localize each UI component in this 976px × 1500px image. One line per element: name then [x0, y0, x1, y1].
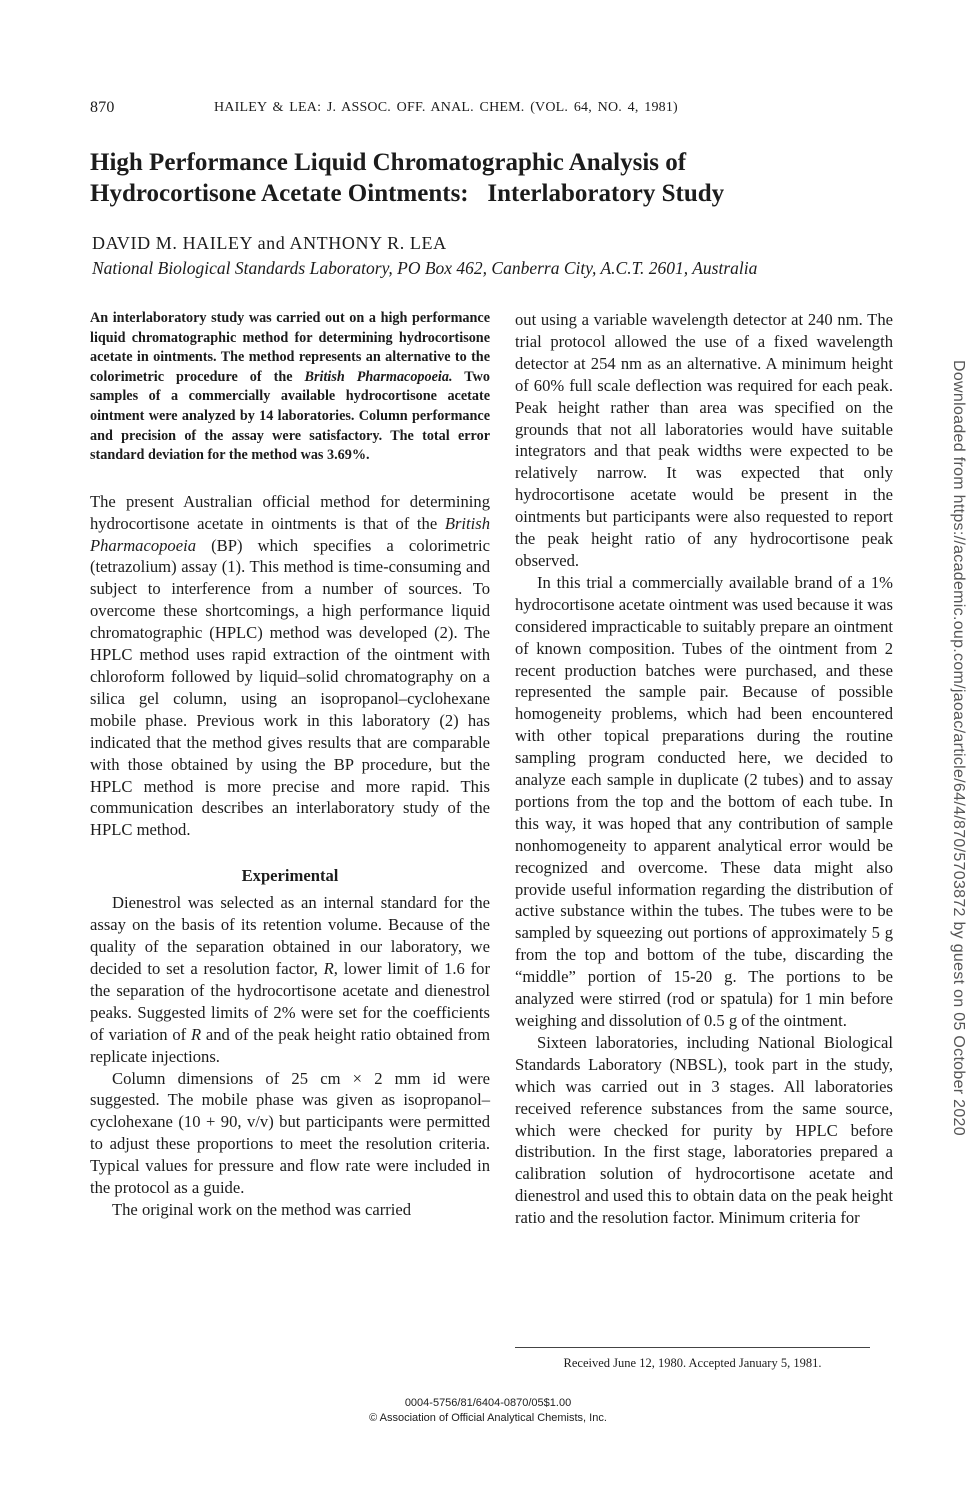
right-paragraph-2: In this trial a commercially available brand of a 1% hydrocortisone acetate ointment was used because it was considered impracticable to suitably prepare an ointment of known composition. Tubes of the ointment from 2 recent production batches were purchased, and these represented the sample pair. Because of possible homogeneity problems, which had been encountered with other topical preparations during the routine sampling program conducted here, we decided to analyze each sample in duplicate (2 tubes) and to assay portions from the top and the bottom of each tube. In this way, it was hoped that any contribution of sample nonhomogeneity to apparent analytical error would be recognized and overcome. These data might also provide useful information regarding the distribution of active substance within the tubes. The tubes were to be sampled by squeezing out portions of approximately 5 g from the top and bottom of the tube, discarding the “middle” portion of 15-20 g. The portions to be analyzed were stirred (rod or spatula) for 1 min before weighing and dissolution of 0.5 g of the ointment. [515, 572, 893, 1030]
title-line-1: High Performance Liquid Chromatographic Analysis of [90, 149, 687, 176]
experimental-paragraph-3: The original work on the method was carried [112, 1199, 412, 1219]
footer-code: 0004-5756/81/6404-0870/05$1.00 [404, 1397, 572, 1409]
experimental-paragraph-1: Dienestrol was selected as an internal standard for the assay on the basis of its retention volume. Because of the quality of the separation obtained in our laboratory, we decided to set a resolution factor, R, lower limit of 1.6 for the separation of the hydrocortisone acetate and dienestrol peaks. Suggested limits of 2% were set for the coefficients of variation of R and of the peak height ratio obtained from replicate injections. [90, 893, 490, 1066]
right-column [515, 309, 893, 1229]
left-column [90, 309, 490, 1221]
journal-citation: HAILEY & LEA: J. ASSOC. OFF. ANAL. CHEM. (VOL. 64, NO. 4, 1981) [214, 100, 678, 115]
footer [0, 1396, 976, 1426]
right-paragraph-3: Sixteen laboratories, including National Biological Standards Laboratory (NBSL), took part in the study, which was carried out in 3 stages. All laboratories received reference substances from the same source, which were checked for purity by HPLC before distribution. In the first stage, laboratories prepared a calibration solution of hydrocortisone acetate and dienestrol and used this to obtain data on the peak height ratio and the resolution factor. Minimum criteria for [515, 1032, 893, 1228]
article-title [90, 147, 830, 209]
received-note: Received June 12, 1980. Accepted January 5, 1981. [515, 1347, 870, 1371]
right-paragraph-1: out using a variable wavelength detector at 240 nm. The trial protocol allowed the use of a fixed wavelength detector at 254 nm as an alternative. A minimum height of 60% full scale deflection was required for each peak. Peak height rather than area was specified on the grounds that not all laboratories would have suitable integrators and that peak widths were expected to be relatively narrow. It was expected that only hydrocortisone acetate would be present in the ointments but participants were also requested to report the peak height ratio of any hydrocortisone peak observed. [515, 310, 893, 570]
affiliation: National Biological Standards Laboratory, PO Box 462, Canberra City, A.C.T. 2601, Australia [92, 258, 758, 278]
experimental-paragraph-2: Column dimensions of 25 cm × 2 mm id were suggested. The mobile phase was given as isopropanol–cyclohexane (10 + 90, v/v) but participants were permitted to adjust these proportions to meet the resolution criteria. Typical values for pressure and flow rate were included in the protocol as a guide. [90, 1068, 490, 1198]
footer-copyright: © Association of Official Analytical Chemists, Inc. [369, 1412, 607, 1424]
title-line-2: Hydrocortisone Acetate Ointments: Interlaboratory Study [90, 180, 725, 207]
abstract: An interlaboratory study was carried out on a high performance liquid chromatographic method for determining hydrocortisone acetate in ointments. The method represents an alternative to the colorimetric procedure of the British Pharmacopoeia. Two samples of a commercially available hydrocortisone acetate ointment were analyzed by 14 laboratories. Column performance and precision of the assay were satisfactory. The total error standard deviation for the method was 3.69%. [90, 310, 490, 464]
authors: DAVID M. HAILEY and ANTHONY R. LEA [92, 233, 447, 253]
section-heading-experimental: Experimental [241, 866, 339, 886]
page-number: 870 [90, 99, 115, 116]
download-watermark: Downloaded from https://academic.oup.com/jaoac/article/64/4/870/5703872 by guest on 05 October 2020 [950, 360, 967, 1136]
introduction-paragraph: The present Australian official method for determining hydrocortisone acetate in ointments is that of the British Pharmacopoeia (BP) which specifies a colorimetric (tetrazolium) assay (1). This method is time-consuming and subject to interference from a number of sources. To overcome these shortcomings, a high performance liquid chromatographic (HPLC) method was developed (2). The HPLC method uses rapid extraction of the ointment with chloroform followed by liquid–solid chromatography on a silica gel column, using an isopropanol–cyclohexane mobile phase. Previous work in this laboratory (2) has indicated that the method gives results that are comparable with those obtained by using the BP procedure, but the HPLC method is more precise and more rapid. This communication describes an interlaboratory study of the HPLC method. [90, 491, 490, 840]
